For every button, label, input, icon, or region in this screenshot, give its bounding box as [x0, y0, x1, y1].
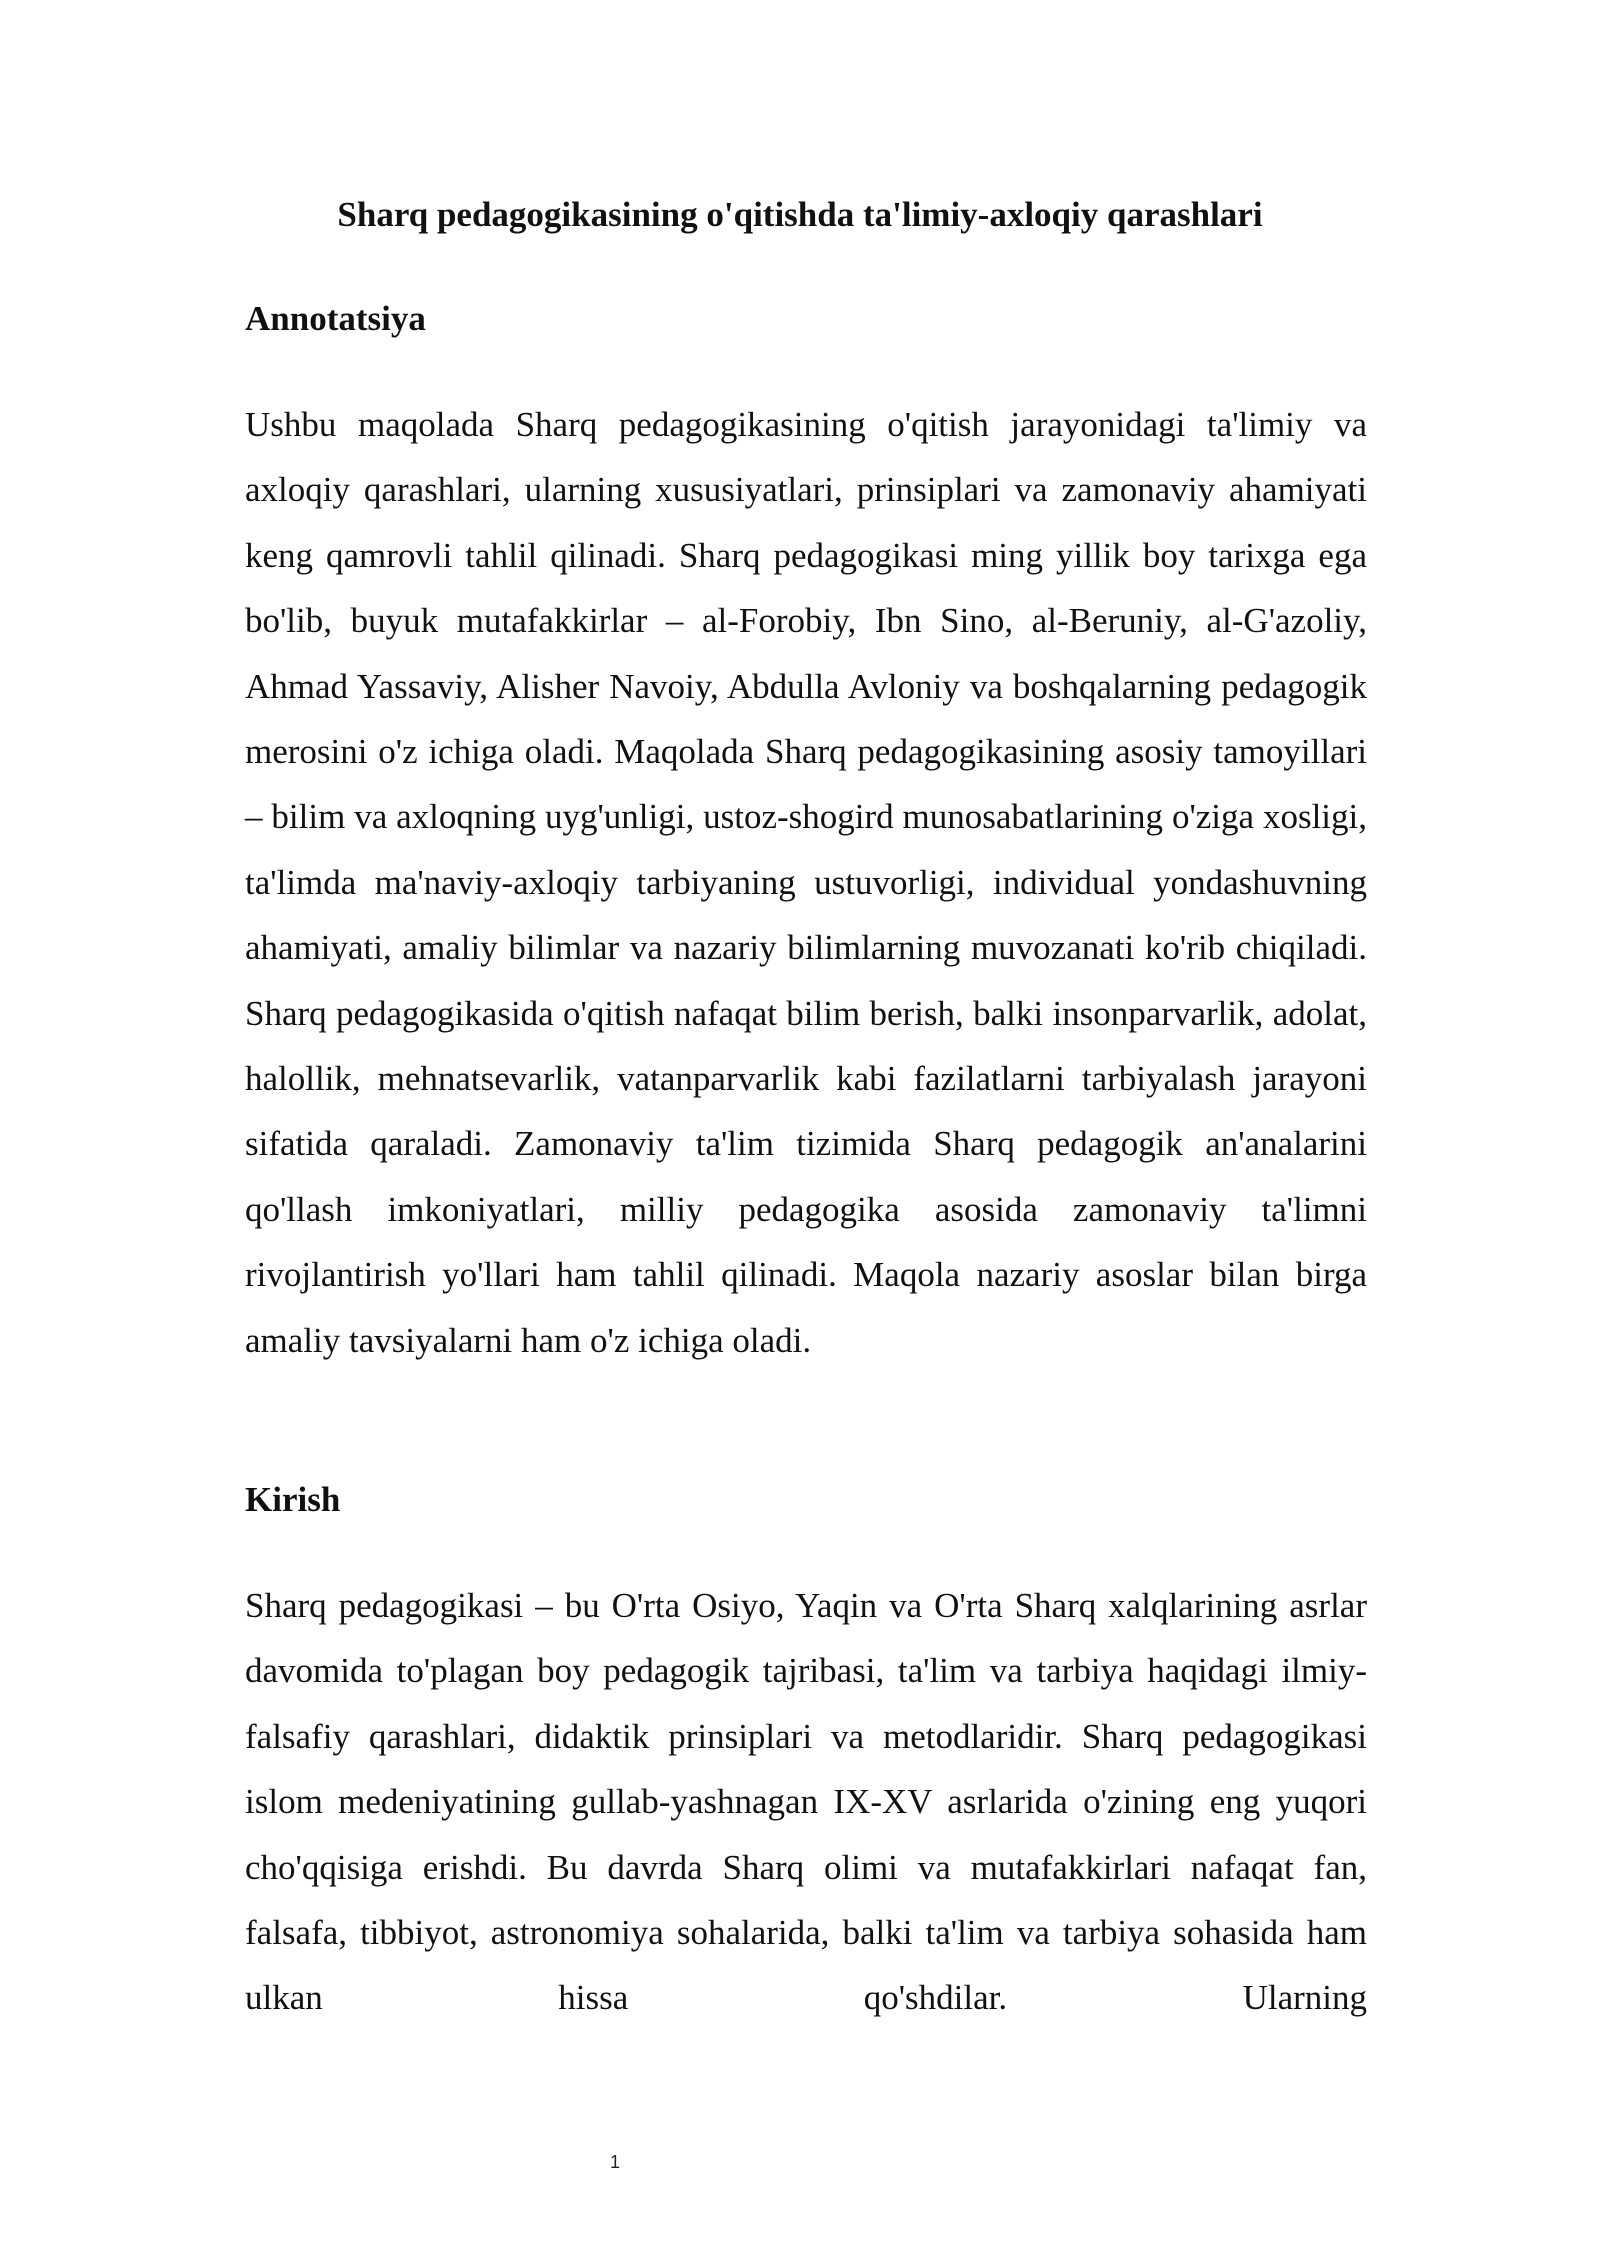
section-heading-annotation: Annotatsiya — [245, 299, 426, 338]
section-heading-introduction: Kirish — [245, 1480, 341, 1519]
annotation-paragraph: Ushbu maqolada Sharq pedagogikasining o'qitish jarayonidagi ta'limiy va axloqiy qarashlari, ularning xususiyatlari, prinsiplari va zamonaviy ahamiyati keng qamrovli tahlil qilinadi. Sharq pedagogikasi ming yillik boy tarixga ega bo'lib, buyuk mutafakkirlar – al-Forobiy, Ibn Sino, al-Beruniy, al-G'azoliy, Ahmad Yassaviy, Alisher Navoiy, Abdulla Avloniy va boshqalarning pedagogik merosini o'z ichiga oladi. Maqolada Sharq pedagogikasining asosiy tamoyillari – bilim va axloqning uyg'unligi, ustoz-shogird munosabatlarining o'ziga xosligi, ta'limda ma'naviy-axloqiy tarbiyaning ustuvorligi, individual yondashuvning ahamiyati, amaliy bilimlar va nazariy bilimlarning muvozanati ko'rib chiqiladi. Sharq pedagogikasida o'qitish nafaqat bilim berish, balki insonparvarlik, adolat, halollik, mehnatsevarlik, vatanparvarlik kabi fazilatlarni tarbiyalash jarayoni sifatida qaraladi. Zamonaviy ta'lim tizimida Sharq pedagogik an'analarini qo'llash imkoniyatlari, milliy pedagogika asosida zamonaviy ta'limni rivojlantirish yo'llari ham tahlil qilinadi. Maqola nazariy asoslar bilan birga amaliy tavsiyalarni ham o'z ichiga oladi. — [245, 405, 1367, 1360]
document-title: Sharq pedagogikasining o'qitishda ta'limiy-axloqiy qarashlari — [337, 195, 1263, 234]
page-number: 1 — [609, 2152, 620, 2172]
introduction-paragraph: Sharq pedagogikasi – bu O'rta Osiyo, Yaqin va O'rta Sharq xalqlarining asrlar davomida to'plagan boy pedagogik tajribasi, ta'lim va tarbiya haqidagi ilmiy-falsafiy qarashlari, didaktik prinsiplari va metodlaridir. Sharq pedagogikasi islom medeniyatining gullab-yashnagan IX-XV asrlarida o'zining eng yuqori cho'qqisiga erishdi. Bu davrda Sharq olimi va mutafakkirlari nafaqat fan, falsafa, tibbiyot, astronomiya sohalarida, balki ta'lim va tarbiya sohasida ham ulkan hissa qo'shdilar. Ularning — [245, 1586, 1367, 2018]
